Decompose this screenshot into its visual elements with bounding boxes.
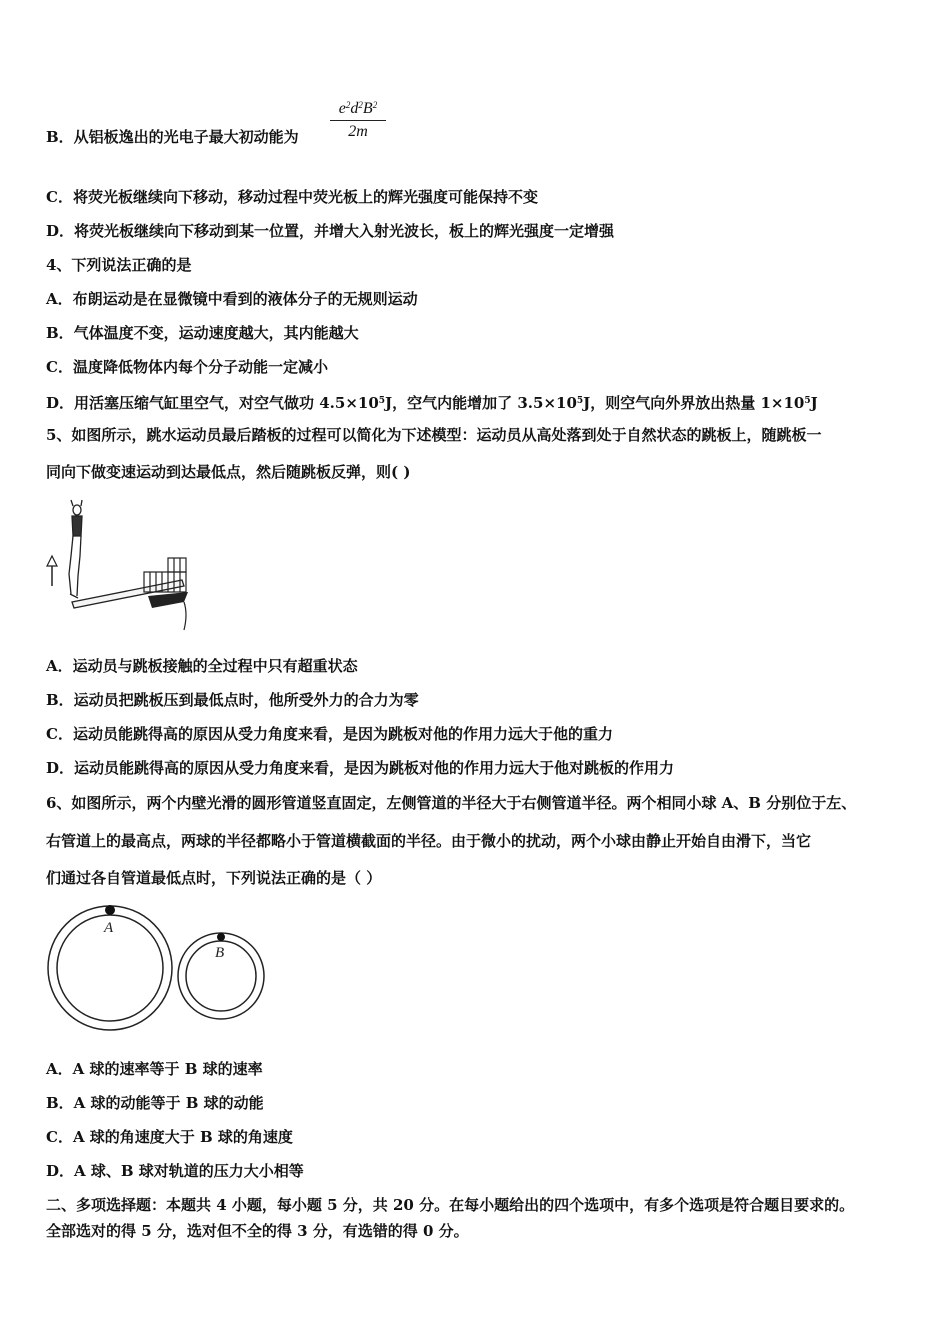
q3-option-d: D．将荧光板继续向下移动到某一位置，并增大入射光波长，板上的辉光强度一定增强: [46, 222, 615, 240]
q3-option-b: B．从铝板逸出的光电子最大初动能为: [46, 128, 299, 146]
section2-instructions-line-2: 全部选对的得 5 分，选对但不全的得 3 分，有选错的得 0 分。: [46, 1222, 469, 1240]
q5-option-c: C．运动员能跳得高的原因从受力角度来看，是因为跳板对他的作用力远大于他的重力: [46, 725, 613, 743]
q5-stem-line-1: 5、如图所示，跳水运动员最后踏板的过程可以简化为下述模型：运动员从高处落到处于自然状态的跳板上，随跳板一: [46, 426, 822, 444]
q5-option-b: B．运动员把跳板压到最低点时，他所受外力的合力为零: [46, 691, 419, 709]
q4-option-a: A．布朗运动是在显微镜中看到的液体分子的无规则运动: [46, 290, 418, 308]
ball-a: [105, 905, 115, 915]
q6-option-d: D．A 球、B 球对轨道的压力大小相等: [46, 1162, 304, 1180]
label-b: B: [215, 945, 225, 961]
diver-icon: [69, 500, 82, 598]
q5-stem-line-2: 同向下做变速运动到达最低点，然后随跳板反弹，则( ): [46, 463, 411, 481]
q3-option-c: C．将荧光板继续向下移动，移动过程中荧光板上的辉光强度可能保持不变: [46, 188, 538, 206]
two-ring-tubes-figure: [40, 898, 270, 1038]
q3-option-b-fraction: [330, 100, 386, 141]
q5-option-d: D．运动员能跳得高的原因从受力角度来看，是因为跳板对他的作用力远大于他对跳板的作用力: [46, 759, 675, 777]
section2-instructions-line-1: 二、多项选择题：本题共 4 小题，每小题 5 分，共 20 分。在每小题给出的四个选项中，有多个选项是符合题目要求的。: [46, 1196, 855, 1214]
q6-option-b: B．A 球的动能等于 B 球的动能: [46, 1094, 264, 1112]
q5-option-a: A．运动员与跳板接触的全过程中只有超重状态: [46, 657, 358, 675]
fraction-numerator: $e^2d^2B^2$: [330, 100, 386, 121]
q4-option-c: C．温度降低物体内每个分子动能一定减小: [46, 358, 328, 376]
q4-option-b: B．气体温度不变，运动速度越大，其内能越大: [46, 324, 359, 342]
diving-board-figure: [44, 498, 194, 634]
label-a: A: [104, 920, 114, 936]
q6-stem-line-1: 6、如图所示，两个内壁光滑的圆形管道竖直固定，左侧管道的半径大于右侧管道半径。两个相同小球 A、B 分别位于左、: [46, 794, 857, 812]
q6-stem-line-2: 右管道上的最高点，两球的半径都略小于管道横截面的半径。由于微小的扰动，两个小球由静止开始自由滑下，当它: [46, 832, 812, 850]
q4-option-d: D．用活塞压缩气缸里空气，对空气做功 $4.5\times 10^5J$，空气内能增加了 $3.5\times 10^5J$，则空气向外界放出热量 $1\times 10^5J$: [46, 394, 818, 412]
q6-option-a: A．A 球的速率等于 B 球的速率: [46, 1060, 263, 1078]
q4-stem: 4、下列说法正确的是: [46, 256, 192, 274]
q6-stem-line-3: 们通过各自管道最低点时，下列说法正确的是（ ）: [46, 869, 382, 887]
ball-b: [217, 933, 225, 941]
fraction-denominator: 2m: [348, 123, 368, 140]
q6-option-c: C．A 球的角速度大于 B 球的角速度: [46, 1128, 293, 1146]
